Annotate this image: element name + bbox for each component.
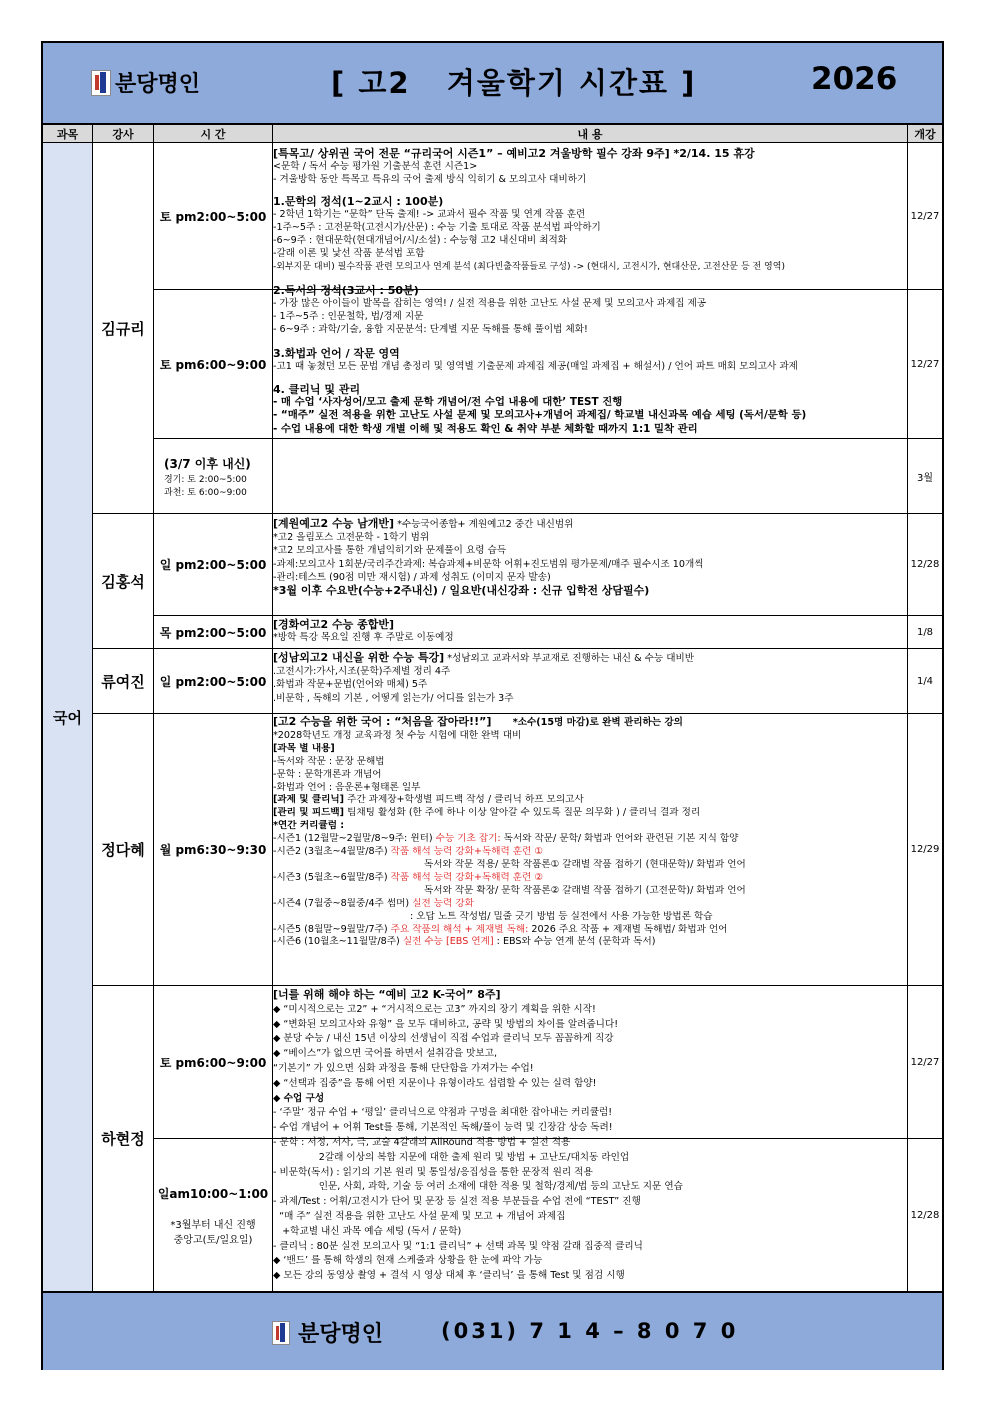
section-heading: 4. 클리닉 및 관리 — [273, 383, 361, 397]
content-line: -시즌1 (12월말~2월말/8~9주: 윈터) — [273, 833, 433, 845]
content-line: 2갈래 이상의 복합 지문에 대한 출제 원리 및 방법 + 고난도/대치동 라인업 — [273, 1151, 630, 1163]
content-line: 2026 주요 작품 + 제재별 독해법/ 화법과 언어 — [528, 923, 728, 935]
content-line: +학교별 내신 과목 예습 세팅 (독서 / 문학) — [273, 1225, 462, 1237]
brand-name: 분당명인 — [298, 1322, 384, 1347]
class-time: 토 pm6:00~9:00 — [159, 1055, 267, 1070]
content-line: -시즌6 (10월초~11월말/8주) — [273, 936, 400, 948]
highlight-text: 주요 작품의 해석 + 제재별 독해: — [387, 923, 529, 935]
col-teacher-header: 강사 — [93, 125, 153, 143]
teacher-name: 하현정 — [101, 1130, 145, 1148]
content-line: 독서와 작문/ 문학/ 화법과 언어와 관련된 기본 지식 함양 — [500, 833, 739, 845]
content-line: -관리:테스트 (90점 미만 재시험) / 과제 성취도 (이미지 문자 발송) — [273, 571, 551, 583]
content-line: - 과제/Test : 어휘/고전시가 단어 및 문장 등 실전 적용 부분들을 수업 전에 “TEST” 진행 — [273, 1196, 641, 1208]
content-line: .고전시가:가사,시조(문학)주제별 정리 4주 — [273, 666, 451, 678]
subject-name: 국어 — [53, 708, 82, 727]
content-line: ◆ “선택과 집중”을 통해 어떤 지문이나 유형이라도 섭렵할 수 있는 실력 함양! — [273, 1077, 597, 1089]
course-title: [너를 위해 해야 하는 “예비 고2 K-국어” 8주] — [273, 988, 501, 1001]
section-heading: [관리 및 피드백] — [273, 807, 345, 819]
course-description — [273, 618, 905, 644]
content-line: - 가장 많은 아이들이 발목을 잡히는 영역! / 실전 적용을 위한 고난도 사설 문제 및 모의고사 과제집 제공 — [273, 298, 707, 310]
highlight-text: 실전 수능 [EBS 연계] — [399, 936, 494, 948]
content-line: -갈래 이론 및 낯선 작품 분석법 포함 — [273, 248, 425, 260]
start-date: 12/27 — [910, 210, 940, 222]
course-description — [273, 988, 905, 1284]
course-title: [성남외고2 내신을 위한 수능 특강] — [273, 651, 445, 664]
highlight-text: 작품 해석 능력 강화+독해력 훈련 ① — [387, 846, 543, 858]
content-line: <문학 / 독서 수능 평가원 기출분석 훈련 시즌1> — [273, 161, 478, 173]
content-line: - 비문학(독서) : 읽기의 기본 원리 및 통일성/응집성을 통한 문장적 원리 적용 — [273, 1166, 593, 1178]
content-line: *소수(15명 마감)로 완벽 관리하는 강의 — [512, 717, 683, 728]
content-line: ◆ 분당 수능 / 내신 15년 이상의 선생님이 직접 수업과 클리닉 모두 꼼꼼하게 직강 — [273, 1033, 614, 1045]
start-date: 1/8 — [916, 626, 934, 638]
start-date: 12/28 — [910, 1209, 940, 1221]
class-time: 일 pm2:00~5:00 — [159, 558, 267, 572]
content-line: -과제:모의고사 1회분/국리주간과제: 복습과제+비문학 어휘+진도범위 평가문제/매주 필수시조 10개씩 — [273, 558, 704, 570]
brand-logo — [272, 1317, 383, 1348]
teacher-name: 류여진 — [101, 672, 145, 691]
content-line: -고1 때 놓쳤던 모든 문법 개념 총정리 및 영역별 기출문제 과제집 제공(매일 과제집 + 해설서) / 언어 파트 매회 모의고사 과제 — [273, 360, 798, 372]
content-line: - 클리닉 : 80분 실전 모의고사 및 “1:1 클리닉” + 선택 과목 및 약점 갈래 집중적 클리닉 — [273, 1240, 643, 1252]
content-line: : 오답 노트 작성법/ 밀줄 긋기 방법 등 실전에서 사용 가능한 방법론 학습 — [410, 910, 713, 922]
content-line: -시즌4 (7월중~8월중/4주 썸머) — [273, 897, 410, 909]
class-time: 일am10:00~1:00 — [157, 1186, 269, 1201]
class-time: 월 pm6:30~9:30 — [159, 843, 267, 857]
section-heading: ◆ 수업 구성 — [273, 1092, 325, 1104]
content-line: *고2 올림포스 고전문학 - 1학기 범위 — [273, 532, 430, 544]
teacher-name: 김홍석 — [101, 572, 145, 591]
start-date: 3월 — [916, 472, 934, 484]
content-line: -시즌2 (3월초~4월말/8주) — [273, 846, 388, 858]
class-time-note: 중앙고(토/일요일) — [173, 1234, 253, 1246]
content-line: 독서와 작문 적용/ 문학 작품론① 갈래별 작품 접하기 (현대문학)/ 화법과 언어 — [424, 858, 746, 870]
content-line: “기본기” 가 있으면 심화 과정을 통해 단단함을 가져가는 수업! — [273, 1062, 534, 1074]
content-line: .화법과 작문+문법(언어와 매체) 5주 — [273, 679, 428, 691]
course-description — [273, 147, 905, 436]
content-line: -시즌5 (8월말~9월말/7주) — [273, 923, 388, 935]
phone-number: (031) 7 1 4 – 8 0 7 0 — [441, 1319, 739, 1343]
col-start-header: 개강 — [908, 125, 942, 143]
section-heading: 2.독서의 정석(3교시 : 50분) — [273, 283, 419, 297]
course-title: [특목고/ 상위권 국어 전문 “규리국어 시즌1” – 예비고2 겨울방학 필수 강좌 9주] *2/14. 15 휴강 — [273, 147, 755, 160]
content-line: 독서와 작문 확장/ 문학 작품론② 갈래별 작품 접하기 (고전문학)/ 화법과 언어 — [424, 884, 746, 896]
content-line: -외부지문 대비) 필수작품 관련 모의고사 연계 분석 (최다빈출작품들로 구성) -> (현대시, 고전시가, 현대산문, 고전산문 등 전 영역) — [273, 261, 785, 272]
content-line: -화법과 언어 : 음운론+형태론 일부 — [273, 781, 421, 793]
content-line: .비문학 , 독해의 기본 , 어떻게 읽는가/ 어디를 읽는가 3주 — [273, 692, 514, 704]
class-time: 토 pm6:00~9:00 — [159, 357, 267, 372]
highlight-text: 실전 능력 강화 — [409, 897, 474, 909]
course-description — [273, 517, 905, 597]
content-line: ◆ “미시적으로는 고2” + “거시적으로는 고3” 까지의 장기 계획을 위한 시작! — [273, 1003, 596, 1015]
section-heading: 1.문학의 정석(1~2교시 : 100분) — [273, 194, 444, 208]
highlight-text: 작품 해석 능력 강화+독해력 훈련 ② — [387, 871, 543, 883]
page-title: [ 고2 겨울학기 시간표 ] — [331, 66, 697, 100]
year-label: 2026 — [811, 61, 898, 97]
content-line: - 6~9주 : 과학/기술, 융합 지문분석: 단계별 지문 독해를 통해 풀이법 체화! — [273, 324, 588, 336]
class-time-block — [154, 1139, 272, 1291]
content-line: - “매주” 실전 적용을 위한 고난도 사설 문제 및 모의고사+개념어 과제집/ 학교별 내신과목 예습 세팅 (독서/문학 등) — [273, 409, 807, 422]
course-title: [계원예고2 수능 남개반] — [273, 517, 395, 530]
content-line: - ‘주말’ 정규 수업 + ‘평일’ 클리닉으로 약점과 구멍을 최대한 잡아내는 커리큘럼! — [273, 1107, 613, 1119]
timetable-frame — [41, 41, 944, 1370]
start-date: 12/28 — [910, 559, 940, 570]
class-time-block — [154, 439, 272, 513]
content-line: -독서와 작문 : 문장 문해법 — [273, 755, 385, 767]
content-line: *고2 모의고사를 통한 개념익히기와 문제풀이 요령 습득 — [273, 545, 507, 557]
teacher-name: 정다혜 — [101, 841, 145, 859]
header-banner — [43, 43, 942, 125]
class-time: 일 pm2:00~5:00 — [159, 674, 267, 689]
content-line: - 1주~5주 : 인문철학, 법/경제 지문 — [273, 311, 424, 323]
content-line: : EBS와 수능 연계 분석 (문학과 독서) — [493, 936, 656, 948]
content-line: 인문, 사회, 과학, 기술 등 여러 소재에 대한 적용 및 철학/경제/법 등의 고난도 지문 연습 — [273, 1181, 683, 1193]
content-line: -시즌3 (5월초~6월말/8주) — [273, 871, 388, 883]
content-line: ◆ “베이스”가 없으면 국어를 하면서 설취감을 맛보고, — [273, 1048, 498, 1060]
course-description — [273, 651, 905, 705]
content-line: *성남외고 교과서와 부교재로 진행하는 내신 & 수능 대비반 — [444, 653, 694, 664]
section-heading: [과목 별 내용] — [273, 742, 335, 754]
brand-logo-icon — [272, 1321, 290, 1345]
brand-name: 분당명인 — [115, 72, 201, 97]
content-line: - 문학 : 서정, 서사, 극, 교술 4갈래의 AllRound 적용 방법 + 실전 적용 — [273, 1136, 571, 1148]
content-line: *2028학년도 개정 교육과정 첫 수능 시험에 대한 완벽 대비 — [273, 729, 522, 741]
col-time-header: 시 간 — [154, 125, 272, 143]
col-subject-header: 과목 — [43, 125, 92, 143]
content-line: -6~9주 : 현대문학(현대개념어/시/소설) : 수능형 고2 내신대비 최적화 — [273, 235, 567, 247]
content-line: *방학 특강 목요일 진행 후 주말로 이동예정 — [273, 632, 454, 644]
course-title: [경화여고2 수능 종합반] — [273, 618, 395, 631]
class-time: (3/7 이후 내신) — [164, 456, 251, 471]
content-line: ◆ “변화된 모의고사와 유형” 을 모두 대비하고, 공략 및 방법의 차이를 알려줍니다! — [273, 1018, 619, 1030]
class-time: 토 pm2:00~5:00 — [159, 209, 267, 224]
content-line: *수능국어종합+ 계원예고2 중간 내신범위 — [397, 519, 574, 530]
content-line: - 수업 개념어 + 어휘 Test를 통해, 기본적인 독해/풀이 능력 및 긴장감 상승 독려! — [273, 1122, 613, 1134]
teacher-name: 김규리 — [101, 319, 145, 338]
course-description — [273, 716, 905, 949]
content-line: -1주~5주 : 고전문학(고전시가/산문) : 수능 기출 토대로 작품 분석법 파악하기 — [273, 222, 601, 234]
col-content-header: 내 용 — [273, 125, 907, 143]
section-heading: *연간 커리큘럼 : — [273, 820, 345, 832]
brand-logo — [91, 67, 200, 98]
class-time-detail: 과천: 토 6:00~9:00 — [164, 487, 247, 498]
content-line: - 겨울방학 동안 특목고 특유의 국어 출제 방식 익히기 & 모의고사 대비하기 — [273, 174, 587, 186]
section-heading: [과제 및 클리닉] — [273, 794, 345, 806]
content-line: 주간 과제장+학생별 피드백 작성 / 클리닉 하프 모의고사 — [344, 794, 584, 806]
start-date: 12/29 — [910, 844, 940, 855]
content-line: - 수업 내용에 대한 학생 개별 이해 및 적용도 확인 & 취약 부분 체화할 때까지 1:1 밀착 관리 — [273, 422, 698, 435]
content-line: 팀채팅 활성화 (한 주에 하나 이상 알아갈 수 있도록 질문 의무화 ) / 클리닉 결과 정리 — [344, 807, 701, 819]
class-time-detail: 경기: 토 2:00~5:00 — [164, 474, 247, 485]
section-heading: 3.화법과 언어 / 작문 영역 — [273, 346, 400, 360]
start-date: 12/27 — [910, 358, 940, 370]
content-line: “매 주” 실전 적용을 위한 고난도 사설 문제 및 모고 + 개념어 과제집 — [273, 1210, 566, 1222]
brand-logo-icon — [91, 70, 111, 96]
content-line: *3월 이후 수요반(수능+2주내신) / 일요반(내신강좌 : 신규 입학전 상담필수) — [273, 584, 650, 598]
start-date: 1/4 — [916, 675, 934, 687]
content-line: -문학 : 문학개론과 개념어 — [273, 768, 382, 780]
content-line: ◆ 모든 강의 동영상 촬영 + 결석 시 영상 대체 후 ‘클리닉’ 을 통해 Test 및 점검 시행 — [273, 1270, 625, 1282]
content-line: - 매 수업 ‘사자성어/모고 출제 문학 개념어/전 수업 내용에 대한’ TEST 진행 — [273, 396, 623, 409]
start-date: 12/27 — [910, 1056, 940, 1068]
highlight-text: 수능 기초 잡기: — [432, 833, 501, 845]
class-time-note: *3월부터 내신 진행 — [170, 1219, 256, 1231]
footer-banner — [43, 1291, 942, 1370]
content-line: - 2학년 1학기는 “문학” 단독 출제! -> 교과서 필수 작품 및 연계 작품 훈련 — [273, 208, 586, 220]
content-line: ◆ ‘밴드’ 를 통해 학생의 현재 스케줄과 상황을 한 눈에 파악 가능 — [273, 1255, 543, 1267]
class-time: 목 pm2:00~5:00 — [159, 625, 267, 640]
course-title: [고2 수능을 위한 국어 : “처음을 잡아라!!”] — [273, 716, 492, 728]
